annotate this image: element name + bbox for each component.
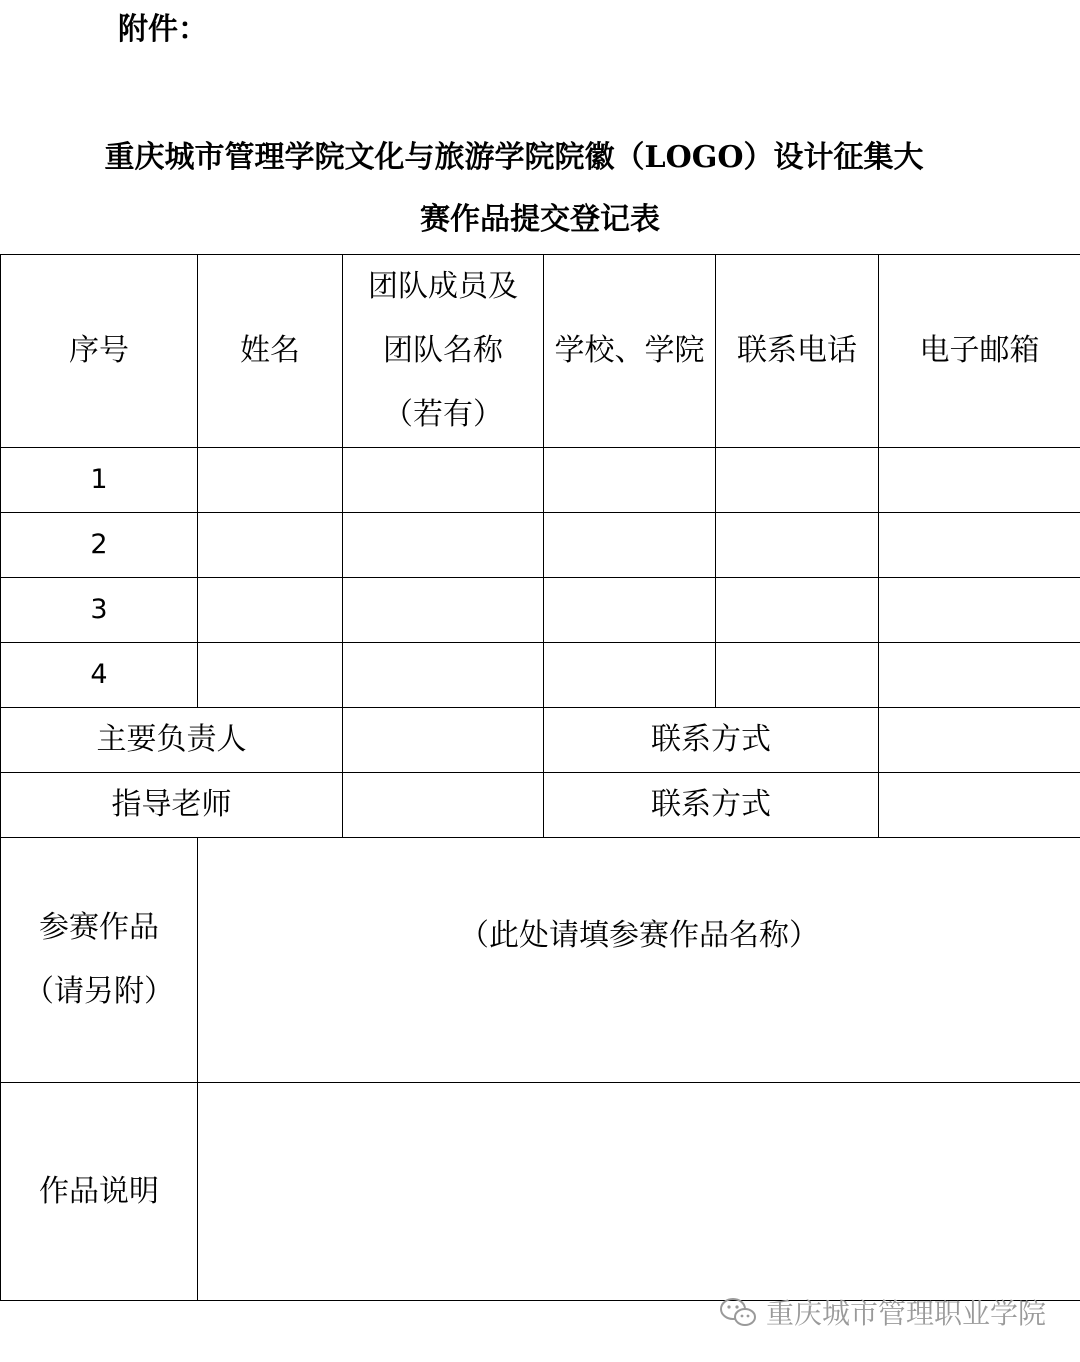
advisor-label: 指导老师 — [1, 773, 343, 838]
team-cell[interactable] — [343, 578, 544, 643]
wechat-icon — [718, 1295, 758, 1329]
school-cell[interactable] — [544, 643, 716, 708]
team-cell[interactable] — [343, 643, 544, 708]
lead-name-cell[interactable] — [343, 708, 544, 773]
header-team-line2: 团队名称 — [383, 333, 503, 368]
works-name-cell[interactable]: （此处请填参赛作品名称） — [198, 838, 1080, 1083]
row-number: 3 — [1, 578, 198, 643]
lead-label: 主要负责人 — [1, 708, 343, 773]
header-team — [343, 255, 544, 448]
header-email: 电子邮箱 — [879, 255, 1080, 448]
advisor-contact-label: 联系方式 — [544, 773, 879, 838]
team-cell[interactable] — [343, 513, 544, 578]
phone-cell[interactable] — [716, 643, 879, 708]
row-number: 4 — [1, 643, 198, 708]
lead-contact-label: 联系方式 — [544, 708, 879, 773]
table-row — [1, 513, 1080, 578]
attachment-label: 附件： — [118, 12, 208, 47]
name-cell[interactable] — [198, 448, 343, 513]
advisor-name-cell[interactable] — [343, 773, 544, 838]
school-cell[interactable] — [544, 513, 716, 578]
table-row — [1, 578, 1080, 643]
description-cell[interactable] — [198, 1083, 1080, 1301]
header-school: 学校、学院 — [544, 255, 716, 448]
advisor-row — [1, 773, 1080, 838]
header-name: 姓名 — [198, 255, 343, 448]
table-row — [1, 448, 1080, 513]
works-row — [1, 838, 1080, 1083]
watermark-text: 重庆城市管理职业学院 — [765, 1297, 1046, 1330]
works-label-line2: （请另附） — [24, 974, 174, 1009]
row-number: 2 — [1, 513, 198, 578]
phone-cell[interactable] — [716, 448, 879, 513]
works-label-line1: 参赛作品 — [39, 910, 159, 945]
description-label: 作品说明 — [1, 1083, 198, 1301]
page-title-line2: 赛作品提交登记表 — [420, 202, 660, 237]
table-row — [1, 643, 1080, 708]
header-team-line1: 团队成员及 — [368, 269, 518, 304]
works-label — [1, 838, 198, 1083]
phone-cell[interactable] — [716, 578, 879, 643]
row-number: 1 — [1, 448, 198, 513]
watermark — [718, 1292, 1046, 1332]
name-cell[interactable] — [198, 513, 343, 578]
header-team-line3: （若有） — [383, 397, 503, 432]
team-cell[interactable] — [343, 448, 544, 513]
name-cell[interactable] — [198, 643, 343, 708]
advisor-contact-cell[interactable] — [879, 773, 1080, 838]
school-cell[interactable] — [544, 578, 716, 643]
email-cell[interactable] — [879, 643, 1080, 708]
header-row — [1, 255, 1080, 448]
header-phone: 联系电话 — [716, 255, 879, 448]
description-row — [1, 1083, 1080, 1301]
page-title-line1: 重庆城市管理学院文化与旅游学院院徽（LOGO）设计征集大 — [104, 140, 924, 175]
header-seq: 序号 — [1, 255, 198, 448]
lead-row — [1, 708, 1080, 773]
lead-contact-cell[interactable] — [879, 708, 1080, 773]
email-cell[interactable] — [879, 513, 1080, 578]
email-cell[interactable] — [879, 448, 1080, 513]
phone-cell[interactable] — [716, 513, 879, 578]
registration-form-table — [0, 254, 1080, 1301]
name-cell[interactable] — [198, 578, 343, 643]
school-cell[interactable] — [544, 448, 716, 513]
email-cell[interactable] — [879, 578, 1080, 643]
